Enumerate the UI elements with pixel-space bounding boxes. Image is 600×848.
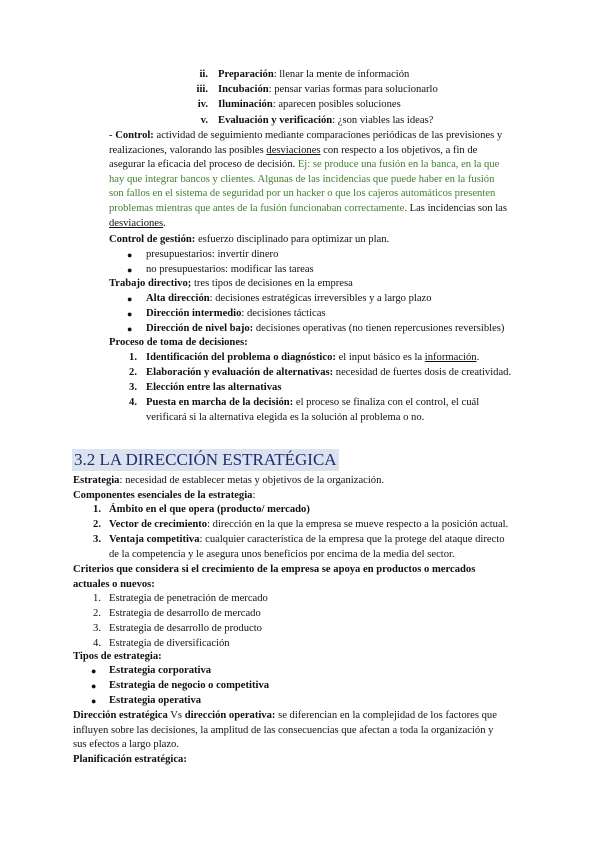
control-gestion: Control de gestión: esfuerzo disciplinado para optimizar un plan. (109, 234, 390, 245)
trabajo-list (109, 292, 579, 337)
list-item: 2. Elaboración y evaluación de alternativas: necesidad de fuertes dosis de creatividad. (129, 367, 512, 378)
bullet-icon: ● (127, 324, 133, 334)
list-item: 1. Estrategia de penetración de mercado (93, 593, 268, 604)
bullet-icon: ● (91, 681, 97, 691)
bullet-icon: ● (91, 696, 97, 706)
direccion-paragraph: Dirección estratégica Vs dirección operativa: se diferencian en la complejidad de los factores que influyen sobre las decisiones, la amplitud de las consecuencias que afectan a toda la organización y sus efectos a largo plazo. Planificación estratégica: (73, 710, 497, 765)
section-title: 3.2 LA DIRECCIÓN ESTRATÉGICA (74, 450, 337, 469)
list-item: ● Estrategia operativa (73, 694, 513, 709)
list-item: ii. Preparación: llenar la mente de información (199, 69, 410, 80)
criterios-heading: Criterios que considera si el crecimiento de la empresa se apoya en productos o mercados actuales o nuevos: (73, 564, 476, 590)
list-item: 3. Estrategia de desarrollo de producto (93, 623, 262, 634)
list-item-continuation: de la competencia y le asegura unos beneficios por encima de la media del sector. (109, 549, 455, 560)
estrategia-definition: Estrategia: necesidad de establecer metas y objetivos de la organización. Componentes esenciales de la estrategia: (73, 475, 385, 501)
tipos-heading: Tipos de estrategia: (73, 651, 162, 662)
list-item: 1. Ámbito en el que opera (producto/ mercado) (93, 504, 310, 515)
proceso-heading: Proceso de toma de decisiones: (109, 337, 248, 348)
control-gestion-list (109, 248, 549, 278)
list-item: iii. Incubación: pensar varias formas para solucionarlo (196, 84, 438, 96)
list-item: ● Dirección intermedio: decisiones tácticas (109, 307, 579, 322)
roman-list (0, 68, 600, 129)
bullet-icon: ● (127, 250, 133, 260)
list-item: 3. Ventaja competitiva: cualquier característica de la empresa que la protege del ataque directo (93, 534, 505, 545)
list-item: ● Estrategia de negocio o competitiva (73, 679, 513, 694)
bullet-icon: ● (91, 666, 97, 676)
list-item: 1. Identificación del problema o diagnóstico: el input básico es la información. (129, 352, 480, 363)
control-paragraph: - Control: actividad de seguimiento mediante comparaciones periódicas de las previsiones y realizaciones, valorando las posibles desviaciones con respecto a los objetivos, a fin de asegurar la eficacia del proceso de decisión. Ej: se produce una fusión en la banca, en la que hay que integrar bancos y clientes. Algunas de las incidencias que puede haber en la fusión son fallos en el sistema de seguridad por un hacker o que los cajeros automáticos presenten problemas mientras que antes de la fusión funcionaban correctamente. Las incidencias son las desviaciones. (109, 130, 508, 229)
bullet-icon: ● (127, 294, 133, 304)
bullet-icon: ● (127, 265, 133, 275)
list-item: 4. Puesta en marcha de la decisión: el proceso se finaliza con el control, el cuál (129, 397, 480, 408)
list-item: 2. Vector de crecimiento: dirección en la que la empresa se mueve respecto a la posición actual. (93, 519, 509, 530)
bullet-icon: ● (127, 309, 133, 319)
list-item: 3. Elección entre las alternativas (129, 382, 282, 393)
tipos-list (73, 664, 513, 709)
list-item: ● no presupuestarios: modificar las tareas (109, 263, 549, 278)
list-item: iv. Iluminación: aparecen posibles soluciones (197, 99, 401, 111)
list-item: ● presupuestarios: invertir dinero (109, 248, 549, 263)
proceso-list (109, 351, 589, 426)
list-item-continuation: verificará si la alternativa elegida es la solución al problema o no. (146, 412, 425, 423)
criterios-list (73, 592, 553, 652)
componentes-list (73, 503, 573, 563)
list-item: ● Estrategia corporativa (73, 664, 513, 679)
list-item: 2. Estrategia de desarrollo de mercado (93, 608, 261, 619)
trabajo-directivo: Trabajo directivo; tres tipos de decisiones en la empresa (109, 278, 353, 289)
list-item: v. Evaluación y verificación: ¿son viables las ideas? (200, 114, 434, 126)
list-item: ● Alta dirección: decisiones estratégicas irreversibles y a largo plazo (109, 292, 579, 307)
list-item: 4. Estrategia de diversificación (93, 638, 230, 649)
list-item: ● Dirección de nivel bajo: decisiones operativas (no tienen repercusiones reversibles) (109, 322, 579, 337)
